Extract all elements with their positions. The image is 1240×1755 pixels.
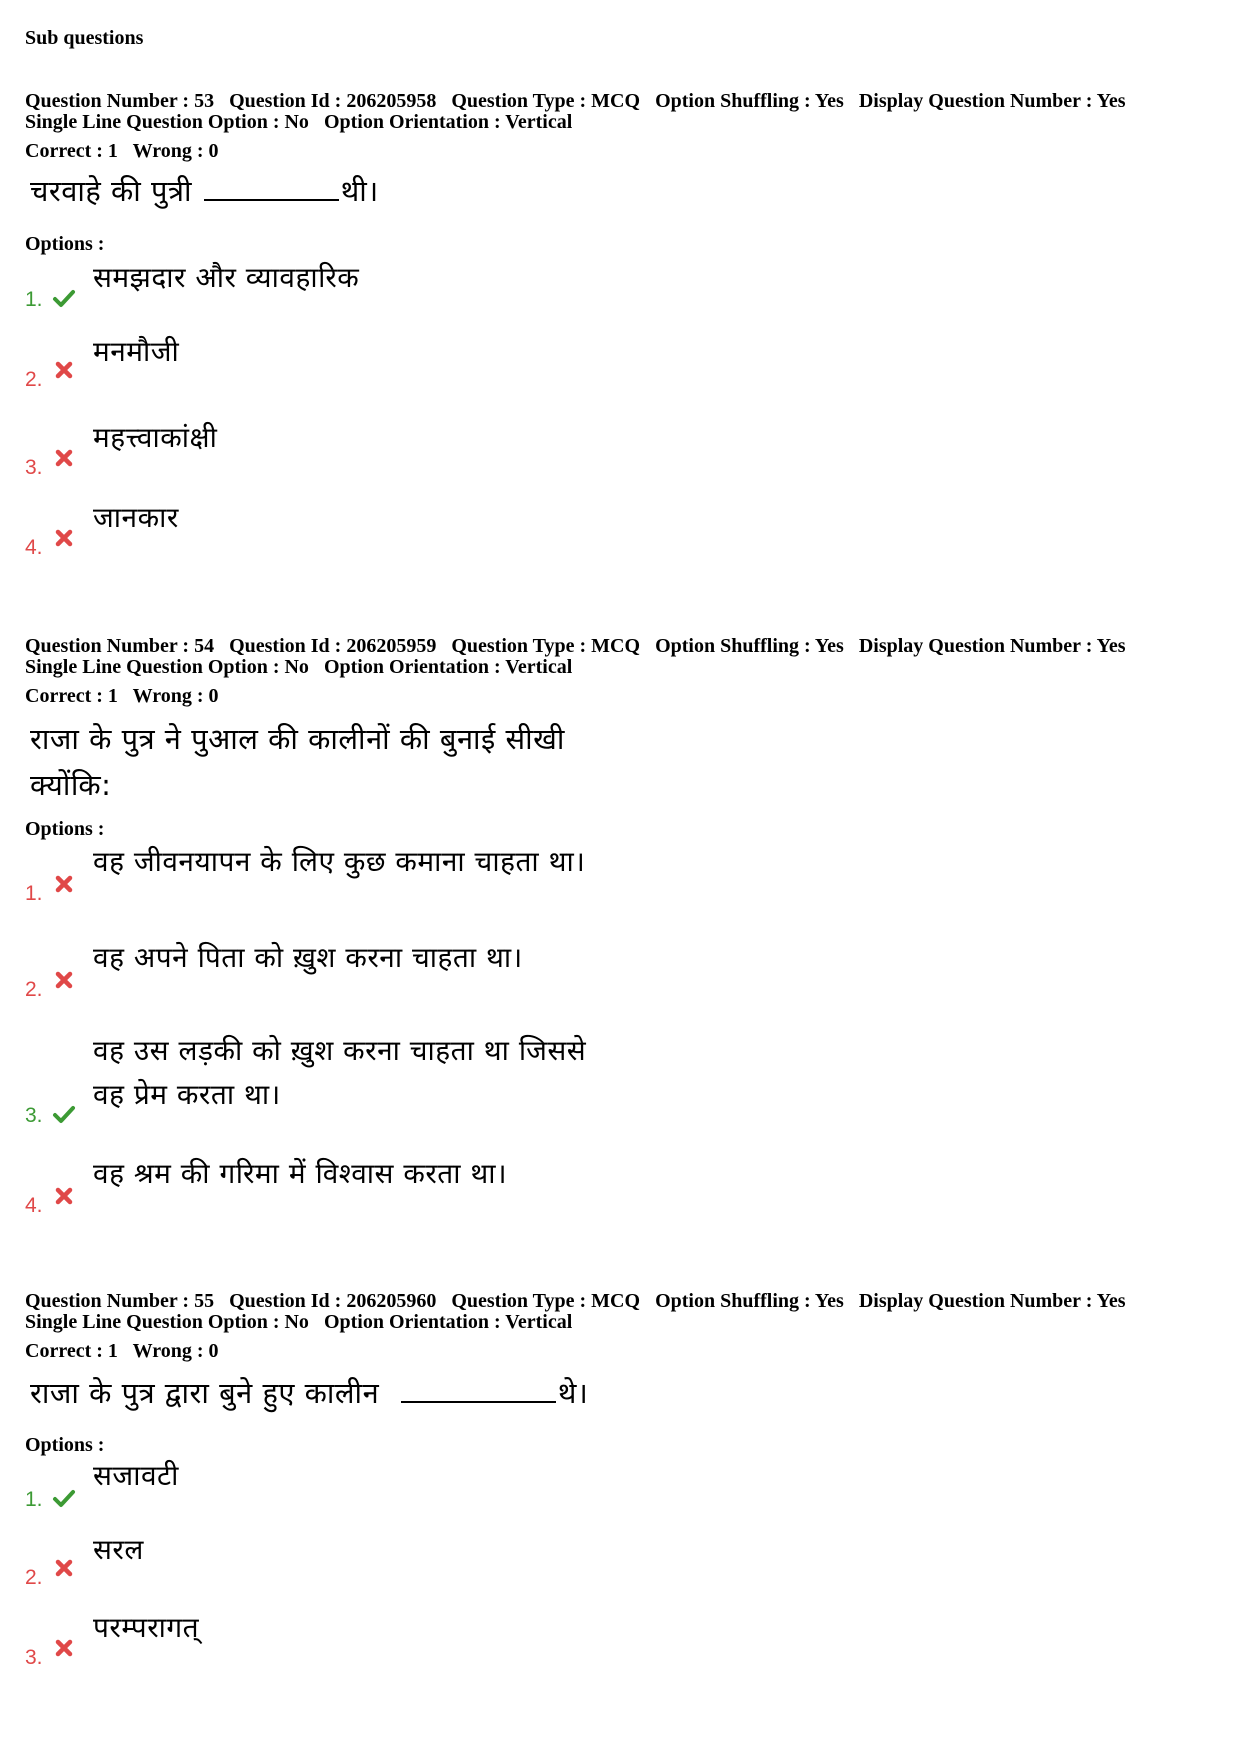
option-2[interactable] xyxy=(25,335,825,392)
option-2[interactable] xyxy=(25,941,825,1002)
option-text: वह जीवनयापन के लिए कुछ कमाना चाहता था। xyxy=(93,845,586,878)
page-heading: Sub questions xyxy=(25,27,144,49)
option-text: सजावटी xyxy=(93,1459,179,1492)
options-label: Options : xyxy=(25,233,105,255)
question-scoring: Correct : 1 Wrong : 0 xyxy=(25,685,219,707)
cross-icon xyxy=(52,1636,76,1660)
option-2[interactable] xyxy=(25,1533,825,1590)
option-number: 3. xyxy=(25,1104,43,1127)
question-meta-2: Single Line Question Option : No Option Orientation : Vertical xyxy=(25,656,573,678)
option-number: 1. xyxy=(25,288,43,311)
option-text: परम्परागत् xyxy=(93,1611,200,1644)
question-stem: राजा के पुत्र द्वारा बुने हुए कालीन थे। xyxy=(30,1370,588,1416)
option-number: 4. xyxy=(25,1194,43,1217)
option-text: वह अपने पिता को ख़ुश करना चाहता था। xyxy=(93,941,523,974)
option-4[interactable] xyxy=(25,1157,825,1218)
question-scoring: Correct : 1 Wrong : 0 xyxy=(25,1340,219,1362)
option-text: सरल xyxy=(93,1533,144,1566)
option-text: मनमौजी xyxy=(93,335,180,368)
option-3[interactable] xyxy=(25,421,825,480)
check-icon xyxy=(52,1486,76,1510)
option-number: 3. xyxy=(25,1646,43,1669)
option-1[interactable] xyxy=(25,262,825,312)
option-1[interactable] xyxy=(25,1459,825,1512)
option-text-line-2: वह प्रेम करता था। xyxy=(93,1078,281,1111)
option-text: वह उस लड़की को ख़ुश करना चाहता था जिससे xyxy=(93,1034,587,1067)
option-3[interactable] xyxy=(25,1611,825,1670)
check-icon xyxy=(52,1102,76,1126)
option-text: समझदार और व्यावहारिक xyxy=(93,261,360,294)
cross-icon xyxy=(52,968,76,992)
question-meta: Question Number : 55 Question Id : 206205960 Question Type : MCQ Option Shuffling : Yes Display Question Number : Yes xyxy=(25,1290,1126,1312)
check-icon xyxy=(52,286,76,310)
cross-icon xyxy=(52,872,76,896)
option-3[interactable] xyxy=(25,1034,825,1128)
cross-icon xyxy=(52,1556,76,1580)
options-label: Options : xyxy=(25,818,105,840)
option-number: 1. xyxy=(25,882,43,905)
question-meta: Question Number : 54 Question Id : 206205959 Question Type : MCQ Option Shuffling : Yes Display Question Number : Yes xyxy=(25,635,1126,657)
option-text: महत्त्वाकांक्षी xyxy=(93,421,218,454)
answer-blank xyxy=(204,169,339,201)
cross-icon xyxy=(52,526,76,550)
option-4[interactable] xyxy=(25,501,825,560)
question-scoring: Correct : 1 Wrong : 0 xyxy=(25,140,219,162)
options-label: Options : xyxy=(25,1434,105,1456)
cross-icon xyxy=(52,1184,76,1208)
question-stem: चरवाहे की पुत्री थी। xyxy=(30,168,379,214)
question-meta-2: Single Line Question Option : No Option Orientation : Vertical xyxy=(25,1311,573,1333)
question-stem-line-2: क्योंकि: xyxy=(30,768,112,802)
option-number: 2. xyxy=(25,368,43,391)
question-meta-2: Single Line Question Option : No Option Orientation : Vertical xyxy=(25,111,573,133)
answer-blank xyxy=(401,1371,556,1403)
option-text: जानकार xyxy=(93,501,179,534)
option-number: 2. xyxy=(25,1566,43,1589)
cross-icon xyxy=(52,358,76,382)
option-1[interactable] xyxy=(25,845,825,906)
cross-icon xyxy=(52,446,76,470)
option-number: 2. xyxy=(25,978,43,1001)
option-number: 3. xyxy=(25,456,43,479)
option-number: 4. xyxy=(25,536,43,559)
question-meta: Question Number : 53 Question Id : 206205958 Question Type : MCQ Option Shuffling : Yes Display Question Number : Yes xyxy=(25,90,1126,112)
option-number: 1. xyxy=(25,1488,43,1511)
question-stem: राजा के पुत्र ने पुआल की कालीनों की बुनाई सीखी xyxy=(30,722,565,756)
option-text: वह श्रम की गरिमा में विश्वास करता था। xyxy=(93,1157,508,1190)
